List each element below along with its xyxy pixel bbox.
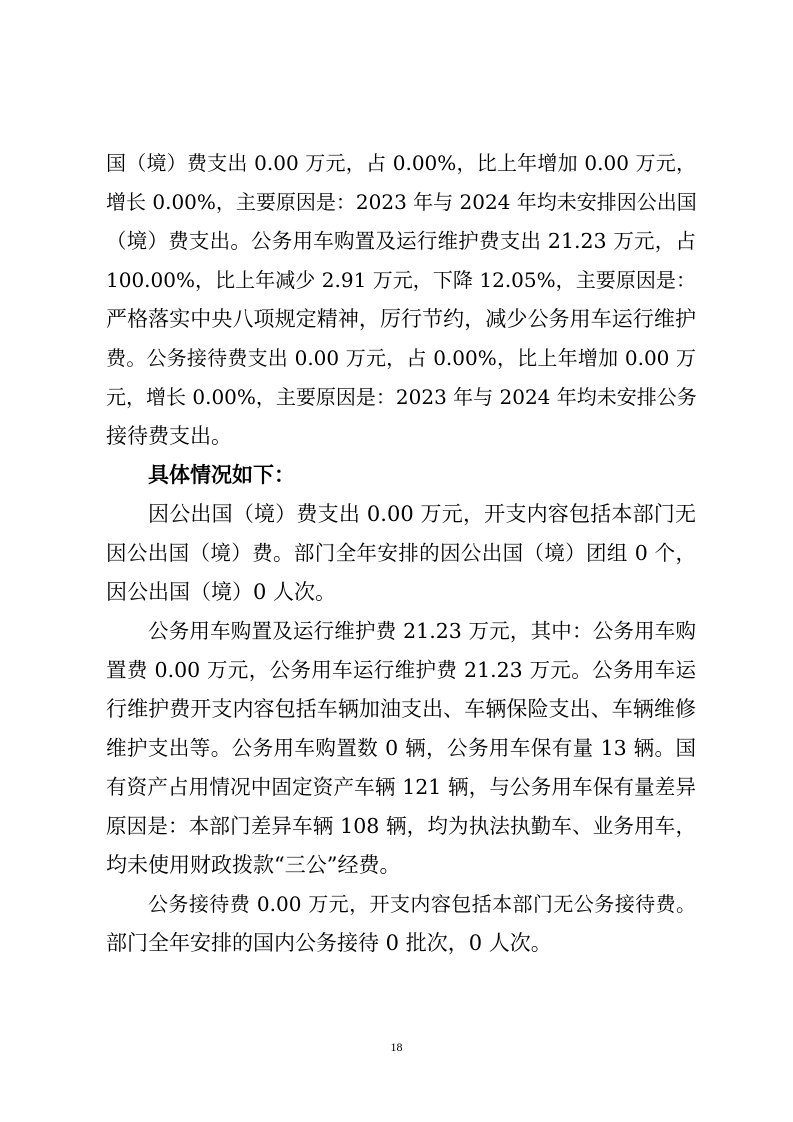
text-line: 因公出国（境）0 人次。	[106, 580, 337, 604]
text-line: （境）费支出。公务用车购置及运行维护费支出 21.23 万元，占	[106, 229, 696, 253]
text-line: 增长 0.00%，主要原因是：2023 年与 2024 年均未安排因公出国	[106, 190, 697, 214]
text-line: 因公出国（境）费支出 0.00 万元，开支内容包括本部门无	[148, 502, 696, 526]
text-line: 严格落实中央八项规定精神，厉行节约，减少公务用车运行维护	[106, 307, 696, 331]
text-line: 有资产占用情况中固定资产车辆 121 辆，与公务用车保有量差异	[106, 775, 696, 799]
text-line: 因公出国（境）费。部门全年安排的因公出国（境）团组 0 个，	[106, 541, 696, 565]
text-line: 原因是：本部门差异车辆 108 辆，均为执法执勤车、业务用车，	[106, 814, 696, 838]
text-line: 均未使用财政拨款“三公”经费。	[106, 853, 401, 877]
text-line: 公务用车购置及运行维护费 21.23 万元，其中：公务用车购	[148, 619, 696, 643]
text-line: 公务接待费 0.00 万元，开支内容包括本部门无公务接待费。	[148, 892, 696, 916]
text-line: 国（境）费支出 0.00 万元，占 0.00%，比上年增加 0.00 万元，	[106, 151, 696, 175]
text-line: 元，增长 0.00%，主要原因是：2023 年与 2024 年均未安排公务	[106, 385, 697, 409]
text-line: 100.00%，比上年减少 2.91 万元，下降 12.05%，主要原因是：	[106, 268, 696, 292]
page-number: 18	[390, 1040, 403, 1054]
text-line: 部门全年安排的国内公务接待 0 批次，0 人次。	[106, 931, 552, 955]
text-line: 费。公务接待费支出 0.00 万元，占 0.00%，比上年增加 0.00 万	[106, 346, 696, 370]
text-line: 行维护费开支内容包括车辆加油支出、车辆保险支出、车辆维修	[106, 697, 696, 721]
text-line: 接待费支出。	[106, 424, 232, 448]
text-line: 维护支出等。公务用车购置数 0 辆，公务用车保有量 13 辆。国	[106, 736, 696, 760]
text-line: 置费 0.00 万元，公务用车运行维护费 21.23 万元。公务用车运	[106, 658, 696, 682]
section-heading: 具体情况如下：	[148, 463, 295, 487]
